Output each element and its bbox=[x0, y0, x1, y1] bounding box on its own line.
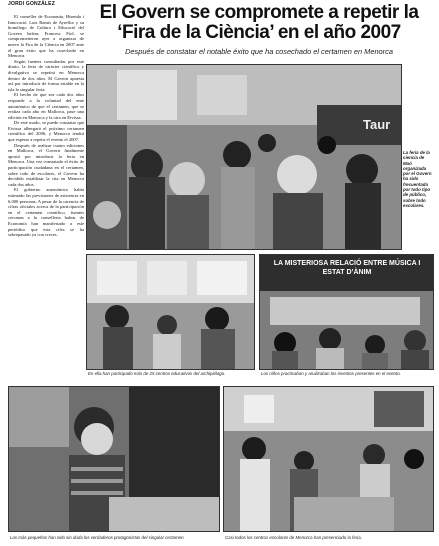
photo-exhibit-visitors bbox=[86, 254, 255, 370]
side-caption: La feria de la ciencia de Maó organizada por el Govern ha sido frecuentada por todo tipo de público, sobre todo escolares. bbox=[403, 150, 432, 208]
article-body bbox=[8, 14, 84, 398]
caption-photo-4: Los más pequeños han sido sin duda los verdaderos protagonistas del singular certamen. bbox=[10, 535, 185, 540]
body-paragraph: Según fuentes consultadas por este diario, la feria de carácter científico y divulgativo se repetirá en Menorca dentro de dos años. El Govern apuesta así por introducir de forma estable en la isla la singular feria. bbox=[8, 58, 84, 92]
caption-photo-2: En ella han participado más de 25 centros educativos del archipiélago. bbox=[88, 371, 226, 376]
caption-photo-5: Casi todos los centros escolares de Menorca han presenciado la feria. bbox=[225, 535, 362, 540]
headline: El Govern se compromete a repetir la ‘Fira de la Ciència’ en el año 2007 bbox=[99, 2, 419, 43]
photo-child bbox=[8, 386, 220, 532]
photo-crowd bbox=[86, 64, 402, 250]
photo-students bbox=[223, 386, 434, 532]
deck: Después de constatar el notable éxito que ha cosechado el certamen en Menorca bbox=[125, 47, 393, 56]
banner-taur: Taur bbox=[363, 117, 391, 132]
banner-music: LA MISTERIOSA RELACIÓ ENTRE MÚSICA I ESTAT D’ÀNIM bbox=[273, 260, 421, 276]
body-paragraph: De este modo, se puede constatar que Eivissa albergará el próximo certamen científico del 2006, y Menorca tendrá que esperar a repetir el evento el 2007. bbox=[8, 120, 84, 143]
byline: JORDI GONZÁLEZ bbox=[8, 1, 55, 7]
body-paragraph: El hecho de que sea cada dos años responde a la voluntad del ente autonómico de que el certamen, que se realiza cada año en Mallorca, pase una edición en Menorca y la otra en Eivissa. bbox=[8, 92, 84, 120]
photo-music-exhibit bbox=[259, 254, 434, 370]
caption-photo-3: Los niños practicaban y analizaban los inventos presentes en el evento. bbox=[261, 371, 401, 376]
body-paragraph: El gobierno autonómico había estimado las previsiones de asistencia en 6.000 personas. A pesar de la carencia de cifras oficiales acerca de la participación en el certamen científico, fuentes cercanas a la conselleria balear de Economía han manifestado a este periódico que esta cifra se ha sobrepasado ya con creces. bbox=[8, 187, 84, 238]
body-paragraph: El conseller de Economía, Hisenda i Innovació, Luis Ramis de Ayreflor y su homólogo de Cultura i Educació del Govern balear, Francesc Fiol, se comprometieron ayer a organizar de nuevo la Fira de la Ciència en 2007 ante el gran éxito que ha cosechado en Menorca. bbox=[8, 14, 84, 59]
body-paragraph: Después de realizar cuatro ediciones en Mallorca, el Govern finalmente apostó por introducir la feria en Menorca. Una vez constatado el éxito de participación ciudadana en el certamen, sobre todo de escolares, el Govern ha decidido establizar la cita en Menorca cada dos años. bbox=[8, 142, 84, 187]
